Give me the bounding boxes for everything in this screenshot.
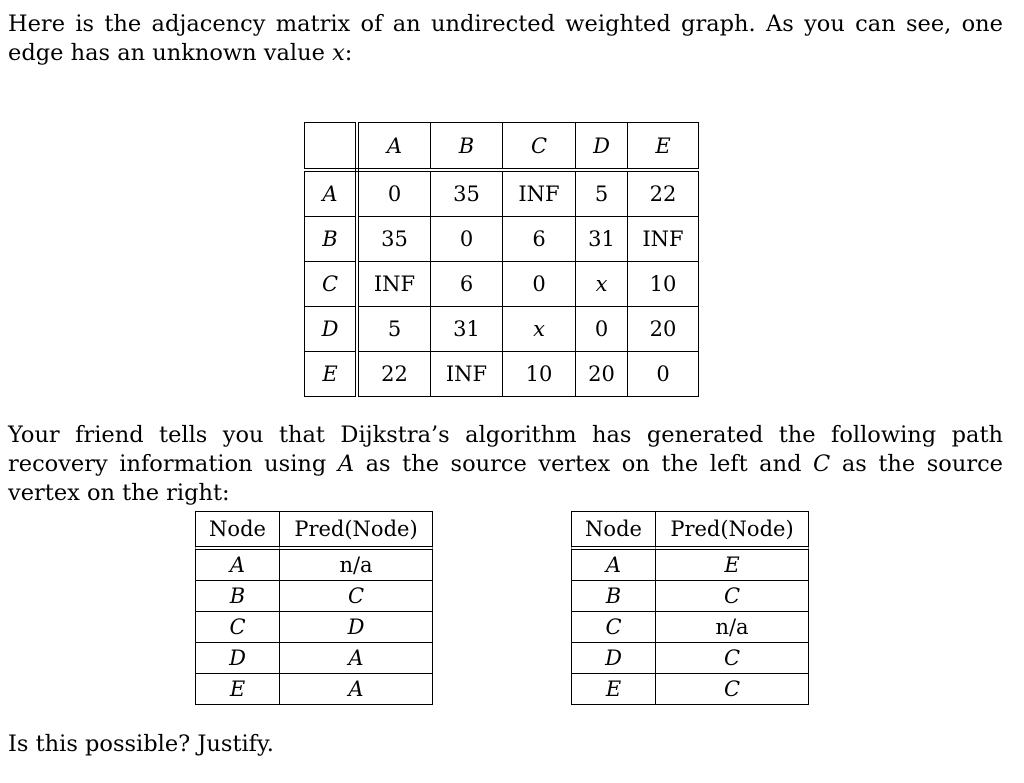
matrix-cell: 31 [576,217,628,262]
pred-header-row [571,511,809,550]
matrix-row [305,170,699,217]
pred-node: C [195,612,280,643]
matrix-cell-unknown: x [576,262,628,307]
matrix-cell: 0 [503,262,576,307]
matrix-cell: 6 [503,217,576,262]
matrix-cell: INF [357,262,431,307]
intro-paragraph [8,10,1003,68]
matrix-header-row [305,123,699,171]
matrix-col-header: C [503,123,576,171]
matrix-cell: 31 [431,307,503,352]
matrix-col-header: A [357,123,431,171]
matrix-cell: 0 [431,217,503,262]
pred-row [195,643,433,674]
matrix-cell: INF [628,217,699,262]
matrix-cell: 5 [576,170,628,217]
matrix-cell-unknown: x [503,307,576,352]
matrix-row-header: B [305,217,358,262]
pred-value: A [280,643,433,674]
source-vertex-left: A [337,451,355,477]
matrix-row-header: A [305,170,358,217]
matrix-cell: 20 [576,352,628,397]
pred-value: n/a [656,612,809,643]
matrix-cell: INF [503,170,576,217]
matrix-cell: 35 [431,170,503,217]
pred-node: D [195,643,280,674]
matrix-col-header: E [628,123,699,171]
intro-text: Here is the adjacency matrix of an undirected weighted graph. As you can see, one edge has an unknown value [8,11,1003,66]
pred-value: D [280,612,433,643]
pred-value: A [280,674,433,705]
pred-node: B [195,581,280,612]
unknown-variable: x [332,40,345,66]
matrix-cell: 0 [628,352,699,397]
pred-value: C [656,581,809,612]
pred-node: A [571,550,656,581]
pred-row [571,581,809,612]
matrix-cell: 22 [357,352,431,397]
pred-table-source-a [195,511,433,705]
pred-node: E [571,674,656,705]
matrix-cell: 10 [503,352,576,397]
middle-paragraph [8,421,1003,508]
middle-text: Your friend tells you that Dijkstra’s algorithm has generated the following path recovery information using [8,422,1003,477]
pred-value: E [656,550,809,581]
pred-value: C [656,643,809,674]
matrix-col-header: B [431,123,503,171]
pred-header-pred: Pred(Node) [656,511,809,550]
matrix-cell: 22 [628,170,699,217]
matrix-cell: 0 [576,307,628,352]
pred-value: n/a [280,550,433,581]
matrix-row-header: D [305,307,358,352]
matrix-cell: 35 [357,217,431,262]
pred-node: E [195,674,280,705]
pred-node: B [571,581,656,612]
adjacency-matrix [304,122,699,397]
intro-colon: : [344,40,353,66]
pred-row [571,674,809,705]
matrix-cell: 10 [628,262,699,307]
pred-row [571,612,809,643]
pred-node: A [195,550,280,581]
matrix-row-header: E [305,352,358,397]
matrix-cell: 5 [357,307,431,352]
matrix-row [305,307,699,352]
pred-header-row [195,511,433,550]
pred-row [195,612,433,643]
pred-row [571,643,809,674]
pred-value: C [280,581,433,612]
pred-row [195,674,433,705]
matrix-row [305,217,699,262]
question-text: Is this possible? Justify. [8,731,274,757]
pred-header-node: Node [195,511,280,550]
middle-text: as the source vertex on the right: [8,451,1003,506]
pred-value: C [656,674,809,705]
pred-row [571,550,809,581]
pred-node: D [571,643,656,674]
matrix-cell: 20 [628,307,699,352]
matrix-corner-cell [305,123,358,171]
pred-table-source-c [571,511,809,705]
pred-node: C [571,612,656,643]
matrix-row-header: C [305,262,358,307]
pred-row [195,550,433,581]
matrix-cell: 6 [431,262,503,307]
matrix-cell: 0 [357,170,431,217]
matrix-row [305,262,699,307]
pred-row [195,581,433,612]
middle-text: as the source vertex on the left and [354,451,814,477]
matrix-cell: INF [431,352,503,397]
source-vertex-right: C [813,451,831,477]
pred-header-node: Node [571,511,656,550]
matrix-row [305,352,699,397]
pred-header-pred: Pred(Node) [280,511,433,550]
matrix-col-header: D [576,123,628,171]
